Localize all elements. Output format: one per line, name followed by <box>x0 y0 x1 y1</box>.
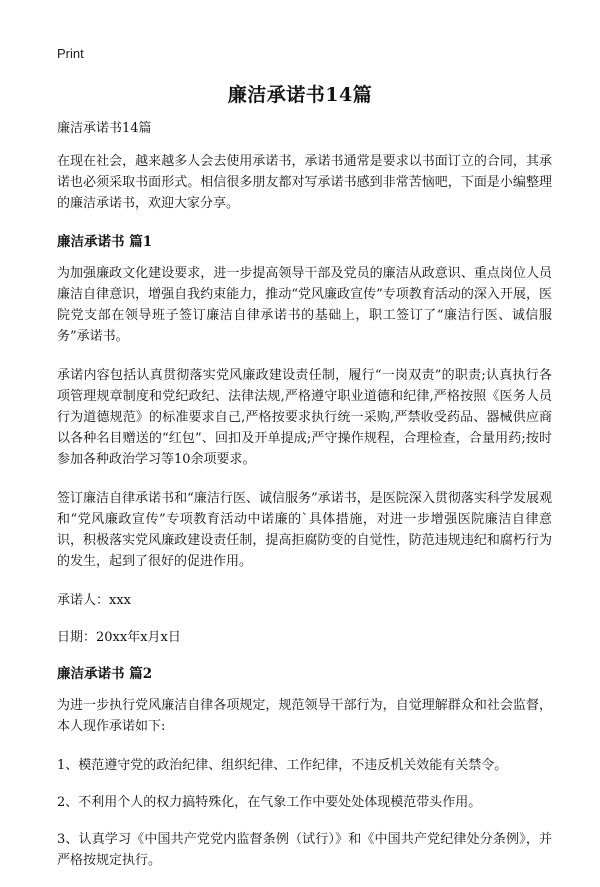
section-paragraph: 为进一步执行党风廉洁自律各项规定，规范领导干部行为，自觉理解群众和社会监督，本人现作承诺如下: <box>57 698 552 734</box>
list-item: 1、模范遵守党的政治纪律、组织纪律、工作纪律，不违反机关效能有关禁令。 <box>57 758 508 773</box>
document-body <box>57 118 552 887</box>
intro-paragraph: 在现在社会，越来越多人会去使用承诺书，承诺书通常是要求以书面订立的合同，其承诺也必须采取书面形式。相信很多朋友都对写承诺书感到非常苦恼吧，下面是小编整理的廉洁承诺书，欢迎大家分享。 <box>57 154 552 211</box>
section-heading: 廉洁承诺书 篇2 <box>57 666 153 682</box>
section-paragraph: 为加强廉政文化建设要求，进一步提高领导干部及党员的廉洁从政意识、重点岗位人员廉洁自律意识，增强自我约束能力，推动“党风廉政宣传”专项教育活动的深入开展，医院党支部在领导班子签订廉洁自律承诺书的基础上，职工签订了“廉洁行医、诚信服务”承诺书。 <box>57 266 552 344</box>
print-link[interactable]: Print <box>57 46 84 61</box>
section-paragraph: 签订廉洁自律承诺书和“廉洁行医、诚信服务”承诺书，是医院深入贯彻落实科学发展观和“党风廉政宣传”专项教育活动中诺廉的`具体措施，对进一步增强医院廉洁自律意识，积极落实党风廉政建设责任制，提高拒腐防变的自觉性，防范违规违纪和腐朽行为的发生，起到了很好的促进作用。 <box>57 491 552 569</box>
date-line: 日期：20xx年x月x日 <box>57 630 181 645</box>
section-heading: 廉洁承诺书 篇1 <box>57 234 153 250</box>
section-paragraph: 承诺内容包括认真贯彻落实党风廉政建设责任制，履行“一岗双责”的职责;认真执行各项管理规章制度和党纪政纪、法律法规,严格遵守职业道德和纪律,严格按照《医务人员行为道德规范》的标准要求自己,严格按要求执行统一采购,严禁收受药品、器械供应商以各种名目赠送的“红包”、回扣及开单提成;严守操作规程，合理检查，合量用药;按时参加各种政治学习等10余项要求。 <box>57 368 552 467</box>
signer-line: 承诺人：xxx <box>57 593 131 608</box>
document-title: 廉洁承诺书14篇 <box>227 84 373 106</box>
list-item: 2、不利用个人的权力搞特殊化，在气象工作中要处处体现模范带头作用。 <box>57 795 482 810</box>
document-subtitle: 廉洁承诺书14篇 <box>57 121 152 136</box>
list-item: 3、认真学习《中国共产党党内监督条例（试行）》和《中国共产党纪律处分条例》，并严格按规定执行。 <box>57 832 552 868</box>
